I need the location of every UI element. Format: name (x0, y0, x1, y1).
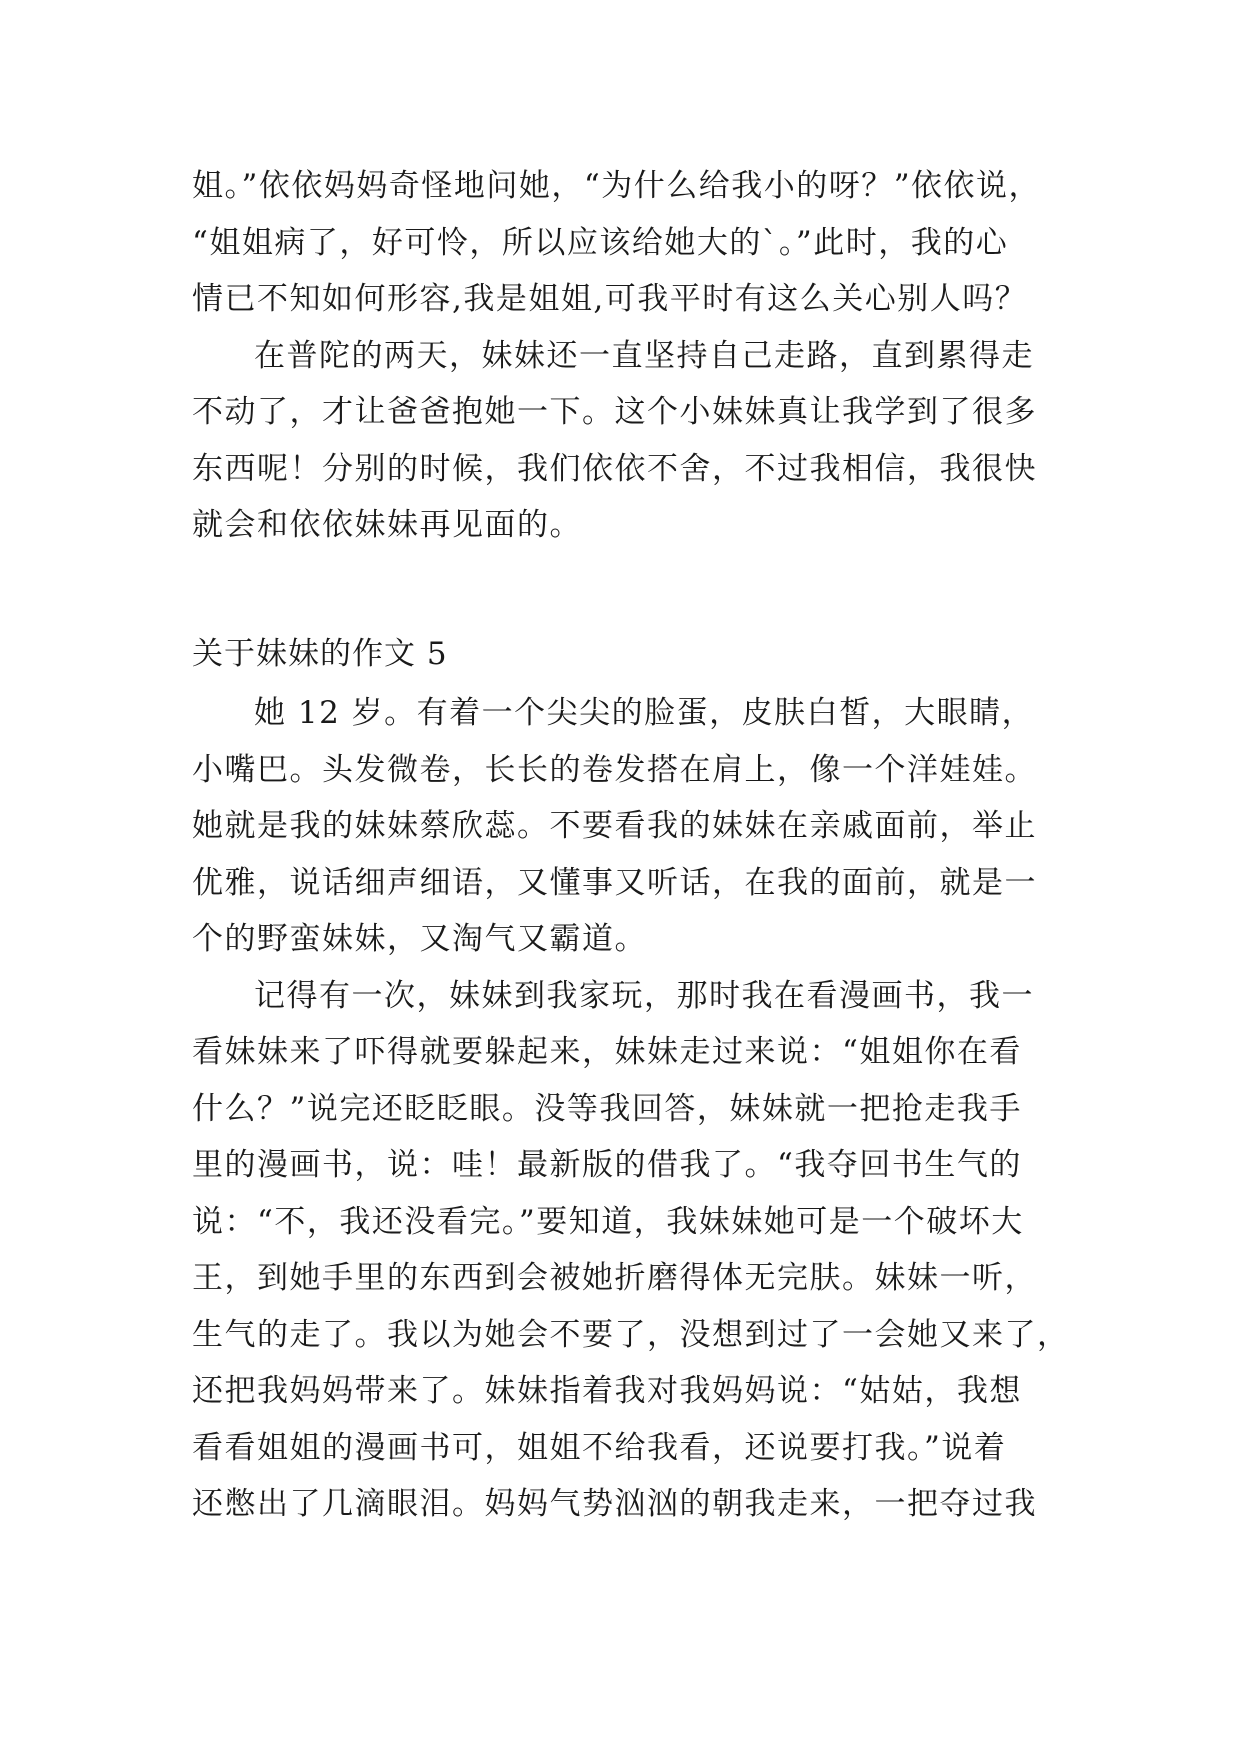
paragraph-line: 姐。”依依妈妈奇怪地问她，“为什么给我小的呀？”依依说， (192, 168, 1042, 204)
text-block-main (192, 685, 1072, 1533)
paragraph-line: 记得有一次，妹妹到我家玩，那时我在看漫画书，我一 (254, 977, 1034, 1014)
paragraph-line: 优雅，说话细声细语，又懂事又听话，在我的面前，就是一 (192, 864, 1037, 901)
paragraph-line: 看妹妹来了吓得就要躲起来，妹妹走过来说：“姐姐你在看 (192, 1034, 1022, 1070)
paragraph-line: 里的漫画书，说：哇！最新版的借我了。“我夺回书生气的 (192, 1147, 1022, 1183)
paragraph-line: 说：“不，我还没看完。”要知道，我妹妹她可是一个破坏大 (192, 1203, 1024, 1240)
text-block-top (192, 158, 1072, 554)
paragraph-line: 就会和依依妹妹再见面的。 (192, 507, 582, 543)
paragraph-line: 东西呢！分别的时候，我们依依不舍，不过我相信，我很快 (192, 450, 1037, 487)
paragraph-line: 她就是我的妹妹蔡欣蕊。不要看我的妹妹在亲戚面前，举止 (192, 808, 1037, 844)
paragraph-line: 看看姐姐的漫画书可，姐姐不给我看，还说要打我。”说着 (192, 1429, 1007, 1466)
paragraph-line: 生气的走了。我以为她会不要了，没想到过了一会她又来了， (192, 1316, 1070, 1353)
paragraph-line: “姐姐病了，好可怜，所以应该给她大的`。”此时，我的心 (192, 224, 1009, 261)
paragraph-line: 个的野蛮妹妹，又淘气又霸道。 (192, 921, 647, 957)
paragraph-line: 她 12 岁。有着一个尖尖的脸蛋，皮肤白皙，大眼睛， (254, 695, 1035, 731)
paragraph-line: 还憋出了几滴眼泪。妈妈气势汹汹的朝我走来，一把夺过我 (192, 1486, 1037, 1522)
paragraph-line: 什么？”说完还眨眨眼。没等我回答，妹妹就一把抢走我手 (192, 1090, 1022, 1127)
paragraph-line: 小嘴巴。头发微卷，长长的卷发搭在肩上，像一个洋娃娃。 (192, 751, 1037, 788)
paragraph-line: 情已不知如何形容,我是姐姐,可我平时有这么关心别人吗？ (192, 281, 1028, 317)
paragraph-line: 不动了，才让爸爸抱她一下。这个小妹妹真让我学到了很多 (192, 394, 1037, 430)
section-heading: 关于妹妹的作文 5 (192, 636, 448, 672)
paragraph-line: 在普陀的两天，妹妹还一直坚持自己走路，直到累得走 (254, 337, 1034, 374)
paragraph-line: 王，到她手里的东西到会被她折磨得体无完肤。妹妹一听， (192, 1260, 1037, 1296)
paragraph-line: 还把我妈妈带来了。妹妹指着我对我妈妈说：“姑姑，我想 (192, 1373, 1022, 1409)
